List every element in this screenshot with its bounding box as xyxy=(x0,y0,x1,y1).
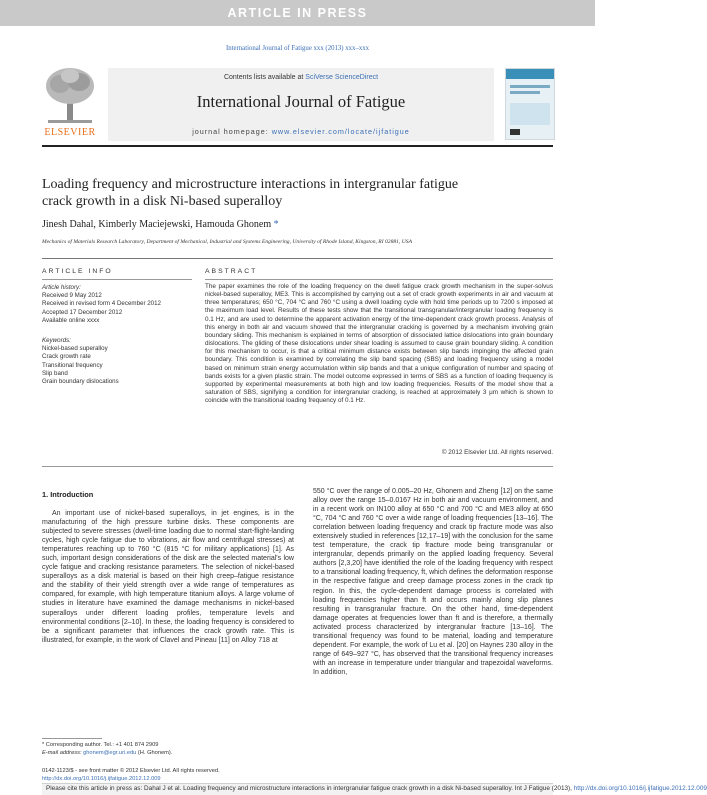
abstract-bottom-rule xyxy=(42,466,553,467)
article-history xyxy=(42,284,192,325)
authors xyxy=(42,219,542,230)
keyword-item: Crack growth rate xyxy=(42,353,91,361)
journal-cite-line[interactable]: International Journal of Fatigue xxx (2013) xxx–xxx xyxy=(225,45,370,52)
homepage-prefix: journal homepage: xyxy=(192,127,269,136)
contents-line xyxy=(108,74,494,81)
keyword-item: Nickel-based superalloy xyxy=(42,345,108,353)
copyright-notice: © 2012 Elsevier Ltd. All rights reserved. xyxy=(441,449,553,456)
affiliation-rule xyxy=(42,258,553,259)
homepage-link[interactable]: www.elsevier.com/locate/ijfatigue xyxy=(271,127,410,136)
email-suffix: (H. Ghonem). xyxy=(137,749,173,756)
abstract-label: ABSTRACT xyxy=(205,268,258,275)
corresponding-author-line: * Corresponding author. Tel.: +1 401 874 2909 xyxy=(42,742,159,748)
corresponding-author-mark[interactable]: * xyxy=(273,219,279,230)
email-link[interactable]: ghonem@egr.uri.edu xyxy=(83,749,137,756)
citation-body: Please cite this article in press as: Dahal J et al. Loading frequency and microstructure interactions in intergranular fatigue crack growth in a disk Ni-based superalloy. Int J Fatigue (2013), xyxy=(46,785,572,792)
keyword-item: Slip band xyxy=(42,369,68,377)
journal-cover-thumbnail xyxy=(505,68,555,140)
paper-title-line: Loading frequency and microstructure interactions in intergranular fatigue xyxy=(42,177,459,192)
history-item: Available online xxxx xyxy=(42,316,100,324)
elsevier-wordmark: ELSEVIER xyxy=(44,127,96,138)
intro-right-column: 550 °C over the range of 0.005–20 Hz, Ghonem and Zheng [12] on the same alloy over the range 15–0.0167 Hz in both air and vacuum environment, and in a recent work on IN100 alloy at 650 °C and 700 °C and ME3 alloy at 650 °C, 704 °C and 760 °C over a wide range of loading frequencies [13–16]. The correlation between loading frequency and crack tip fracture mode was also extensively studied in references [12,17–19] with the conclusion for the same test temperature, the crack tip fracture mode being transgranular or intergranular, depends primarily on the applied loading frequency. Several authors [2,3,20] have identified the role of the loading frequency with respect to a transitional loading frequency, ft, which defines the deformation response in the respective fatigue and creep damage process zones in the crack tip region. In this, the cycle-dependent damage process is correlated with loading frequencies higher than ft and occurs mainly along slip planes resulting in transgranular fracture. On the other hand, time-dependent damage operates at frequencies lower than ft and is therefore, a thermally activated process characterized by intergranular fracture [13–16]. The transitional frequency was found to be material, loading and temperature dependent. For example, the work of Lu et al. [20] on Haynes 230 alloy in the range of 649–927 °C, has observed that the transitional frequency increases with an increase in temperature under triangular and trapezoidal waveforms. In addition, xyxy=(313,488,553,676)
abstract-rule xyxy=(205,279,553,280)
journal-title: International Journal of Fatigue xyxy=(196,92,406,111)
footnote-rule xyxy=(42,738,102,739)
keyword-item: Transitional frequency xyxy=(42,361,103,369)
history-item: Accepted 17 December 2012 xyxy=(42,308,123,316)
sciencedirect-link[interactable]: SciVerse ScienceDirect xyxy=(305,74,379,81)
paper-title xyxy=(42,176,542,210)
article-info-label: ARTICLE INFO xyxy=(42,268,113,275)
history-item: Received 9 May 2012 xyxy=(42,292,102,300)
author-list: Jinesh Dahal, Kimberly Maciejewski, Hamouda Ghonem xyxy=(42,219,272,230)
issn-block xyxy=(42,768,342,783)
history-heading: Article history: xyxy=(42,284,81,291)
article-in-press-banner: ARTICLE IN PRESS xyxy=(0,0,595,26)
keywords xyxy=(42,337,192,386)
paper-title-line: crack growth in a disk Ni-based superalloy xyxy=(42,194,283,209)
info-rule xyxy=(42,279,192,280)
intro-left-column: An important use of nickel-based superalloys, in jet engines, is in the manufacturing of the high pressure turbine disks. These components are subjected to severe stresses (dwell-time loading due to normal start-flight-landing cycles, high cycle fatigue due to vibrations, air flow and centrifugal stresses) at temperatures reaching up to 760 °C (815 °C for military applications) [1]. As such, important design considerations of the disk are the selected material's low cycle fatigue and cracking resistance parameters. The selection of nickel-based superalloys as a disk material is based on their high creep–fatigue resistance and the stability of their yield strength over a wide range of temperatures as compared, for example, with high temperature titanium alloys. A large volume of studies in literature have examined the damage mechanisms in nickel-based superalloys under different loading profiles, temperature levels and environmental conditions [2–10]. In these, the loading frequency is considered to be a significant parameter that influences the crack growth rate. This is illustrated, for example, in the work of Clavel and Pineau [11] on Alloy 718 at xyxy=(42,510,294,644)
doi-link[interactable]: http://dx.doi.org/10.1016/j.ijfatigue.2012.12.009 xyxy=(42,775,161,782)
citation-text xyxy=(46,784,707,793)
email-label: E-mail address: xyxy=(42,749,82,756)
corresponding-author-footnote xyxy=(42,742,292,757)
affiliation: Mechanics of Materials Research Laboratory, Department of Mechanical, Industrial and Systems Engineering, University of Rhode Island, Kingston, RI 02881, USA xyxy=(42,239,413,245)
introduction-heading: 1. Introduction xyxy=(42,490,94,499)
journal-homepage xyxy=(108,127,494,136)
keyword-item: Grain boundary dislocations xyxy=(42,378,119,386)
citation-doi-link[interactable]: http://dx.doi.org/10.1016/j.ijfatigue.2012.12.009 xyxy=(573,785,707,792)
history-item: Received in revised form 4 December 2012 xyxy=(42,300,161,308)
contents-prefix: Contents lists available at xyxy=(223,74,304,81)
issn-line: 0142-1123/$ - see front matter © 2012 Elsevier Ltd. All rights reserved. xyxy=(42,768,220,774)
email-line xyxy=(42,750,292,758)
header-rule xyxy=(42,145,553,147)
keywords-heading: Keywords: xyxy=(42,337,71,344)
abstract-text: The paper examines the role of the loading frequency on the dwell fatigue crack growth mechanism in the super-solvus nickel-based superalloy, ME3. This is accomplished by carrying out a set of crack growth experiments in air and vacuum at three temperatures; 650 °C, 704 °C and 760 °C using a dwell loading cycle with hold time periods up to 7200 s imposed at the maximum load level. Results of these tests show that the transitional transgranular/intergranular loading frequency is 0.1 Hz, and are used to determine the apparent activation energy of the time-dependent crack growth process. Analysis of this energy in both air and vacuum showed that the intergranular cracking is governed by a mechanism involving grain boundary sliding. This mechanism is explained in terms of absorption of dissociated lattice dislocations into grain boundary dislocations. The gliding of these dislocations under shear loading is assumed to cause grain boundary sliding. A condition for this mechanism to occur, is that a critical minimum distance exists between slip bands impinging the affected grain boundary. This condition is examined by correlating the slip band spacing (SBS) and loading frequency using a model based on minimum strain energy accumulation within slip bands and that a unique configuration of number and spacing of bands exists for a given plastic strain. The model outcome expressed in terms of SBS as a function of loading frequency is supported by experimental measurements at both high and low loading frequencies. Results of the model show that a saturation of SBS, signifying a condition for intergranular cracking, is reached at approximately 3 μm which is shown to coincide with the transitional loading frequency of 0.1 Hz. xyxy=(205,283,553,405)
